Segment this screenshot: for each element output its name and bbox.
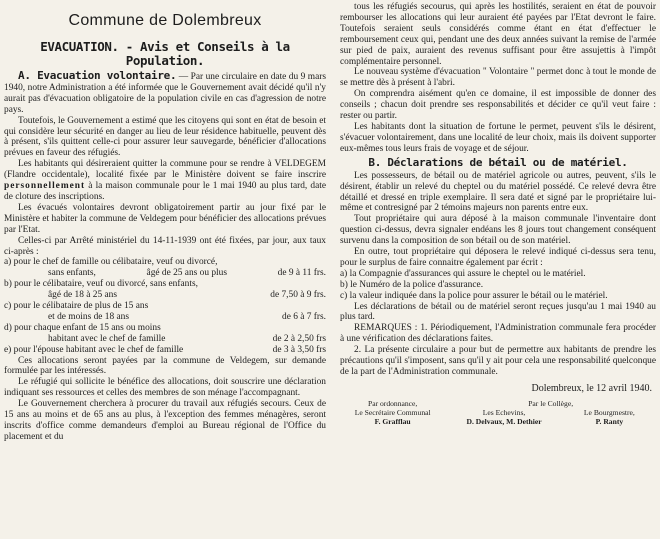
rate-item: b) pour le célibataire, veuf ou divorcé, sans enfants, âgé de 18 à 25 ans de 7,50 à 9 frs. (4, 279, 326, 301)
remarks: 2. La présente circulaire a pour but de permettre aux habitants de prendre les précautions qu'il s'imposent, sans qu'il y ait pour cela une responsabilité quelconque de la part de l'Administration communale. (340, 345, 656, 377)
rate-item: c) pour le célibataire de plus de 15 ans et de moins de 18 ans de 6 à 7 frs. (4, 301, 326, 322)
paragraph: tous les réfugiés secourus, qui après les hostilités, seraient en état de pouvoir rembourser les allocations qui leur auraient été payées par l'Etat devront le faire. Toutefois seraient seuls considérés comme étant en état d'effectuer le remboursement ceux qui, pendant une des deux années suivant la remise de l'armée sur pied de paix, auraient des revenus suffisant pour être assujettis à l'impôt complémentaire personnel. (340, 2, 656, 67)
paragraph: Tout propriétaire qui aura déposé à la maison communale l'inventaire dont question ci-dessus, devra signaler endéans les 8 jours tout changement conséquent survenu dans la composition de son bétail ou de son matériel. (340, 214, 656, 247)
list-item: b) le Numéro de la police d'assurance. (340, 279, 484, 290)
left-column (4, 0, 326, 539)
right-column (340, 0, 656, 539)
rate-amount: de 6 à 7 frs. (282, 311, 326, 322)
signature-college: Par le Collège, Les Echevins, D. Delvaux, M. Dethier Le Bourgmestre, P. Ranty (466, 398, 635, 426)
rate-item: d) pour chaque enfant de 15 ans ou moins habitant avec le chef de famille de 2 à 2,50 frs (4, 322, 326, 344)
paragraph-registration: Les habitants qui désireraient quitter la commune pour se rendre à VELDEGEM (Flandre occidentale), localité fixée par le Ministère doivent se faire inscrire personnellement à la maison communale pour le 1 mai 1940 au plus tard, date de cloture des inscriptions. (4, 159, 326, 202)
list-item: a) la Compagnie d'assurances qui assure le cheptel ou le matériel. (340, 268, 586, 279)
signature-aldermen: Les Echevins, D. Delvaux, M. Dethier (466, 407, 542, 426)
emphasis-personnellement: personnellement (4, 181, 86, 192)
paragraph: Ces allocations seront payées par la commune de Veldegem, sur demande formulée par les intéressés. (4, 355, 326, 377)
signatures (340, 399, 656, 426)
signature-mayor: Le Bourgmestre, P. Ranty (583, 407, 635, 426)
rate-item: a) pour le chef de famille ou célibataire, veuf ou divorcé, sans enfants, âgé de 25 ans ou plus de 9 à 11 frs. (4, 257, 326, 279)
paragraph: Le nouveau système d'évacuation " Volontaire " permet donc à tout le monde de se mettre dès à présent à l'abri. (340, 67, 656, 89)
rate-item: e) pour l'épouse habitant avec le chef de famille de 3 à 3,50 frs (4, 344, 326, 355)
section-b-heading: B. Déclarations de bétail ou de matériel. (368, 155, 628, 169)
paragraph: Les possesseurs, de bétail ou de matériel agricole ou autres, peuvent, s'ils le désirent, établir un relevé du cheptel ou du matériel possédé. Ce relevé devra être détaillé et dressé en triple exemplaire. Il sera daté et signé par le propriétaire lui-même et contresigné par 2 témoins majeurs non parents entre eux. (340, 170, 656, 214)
paragraph: Les habitants dont la situation de fortune le permet, peuvent s'ils le désirent, s'évacuer volontairement, dans une localité de leur choix, mais ils doivent supporter eux-mêmes tous leurs frais de voyage et de séjour. (340, 121, 656, 154)
rate-amount: de 7,50 à 9 frs. (270, 290, 326, 301)
paragraph: Le Gouvernement cherchera à procurer du travail aux réfugiés secours. Ceux de 15 ans au moins et de 65 ans au plus, à l'exception des femmes ménagères, seront inscrits d'office comme demandeurs d'emploi au Bureau régional de l'Office du placement et du (4, 399, 326, 442)
paragraph-section-a (4, 70, 326, 116)
rates-list (4, 257, 326, 355)
section-a-heading: A. Evacuation volontaire. (18, 69, 177, 82)
list-item: c) la valeur indiquée dans la police pour assurer le bétail ou le matériel. (340, 290, 608, 301)
paragraph: Les déclarations de bétail ou de matériel seront reçues jusqu'au 1 mai 1940 au plus tard. (340, 301, 656, 323)
remarks: REMARQUES : 1. Périodiquement, l'Administration communale fera procéder à une vérification des déclarations faites. (340, 323, 656, 345)
paragraph: Toutefois, le Gouvernement a estimé que les citoyens qui sont en état de besoin et qui considère leur sécurité en danger au lieu de leur résidence habituelle, peuvent dès à présent, s'ils quittent celle-ci pour assurer leur sauvegarde, bénéficier d'allocations prévues en faveur des réfugiés. (4, 115, 326, 159)
section-a-text: — Par une circulaire en date du 9 mars 1940, notre Administration a été informée que le Gouvernement avait décidé qu'il n'y aurait pas d'évacuation obligatoire de la population civile en cas d'agression de notre pays. (4, 72, 326, 115)
declaration-list (340, 269, 656, 302)
document-title: Commune de Dolembreux (68, 12, 262, 29)
paragraph: Le réfugié qui sollicite le bénéfice des allocations, doit souscrire une déclaration indiquant ses ressources et celles des membres de son ménage l'accompagnant. (4, 377, 326, 399)
paragraph: On comprendra aisément qu'en ce domaine, il est impossible de donner des conseils ; chacun doit prendre ses responsabilités et décider ce qu'il veut faire : rester ou partir. (340, 89, 656, 122)
paragraph: En outre, tout propriétaire qui déposera le relevé indiqué ci-dessus sera tenu, pour le surplus de faire connaitre également par écrit : (340, 247, 656, 268)
signature-secretary: Par ordonnance, Le Secrétaire Communal F. Grafflau (354, 398, 431, 426)
paragraph: Les évacués volontaires devront obligatoirement partir au jour fixé par le Ministère et habiter la commune de Veldegem pour bénéficier des allocations prévues par l'Etat. (4, 202, 326, 235)
rate-amount: de 9 à 11 frs. (277, 268, 326, 279)
rate-amount: de 3 à 3,50 frs (272, 344, 326, 355)
document-subtitle: EVACUATION. - Avis et Conseils à la Population. (40, 39, 290, 68)
document-date: Dolembreux, le 12 avril 1940. (531, 382, 652, 394)
paragraph: Celles-ci par Arrêté ministériel du 14-11-1939 ont été fixées, par jour, aux taux ci-après : (4, 235, 326, 257)
rate-amount: de 2 à 2,50 frs (272, 333, 326, 344)
